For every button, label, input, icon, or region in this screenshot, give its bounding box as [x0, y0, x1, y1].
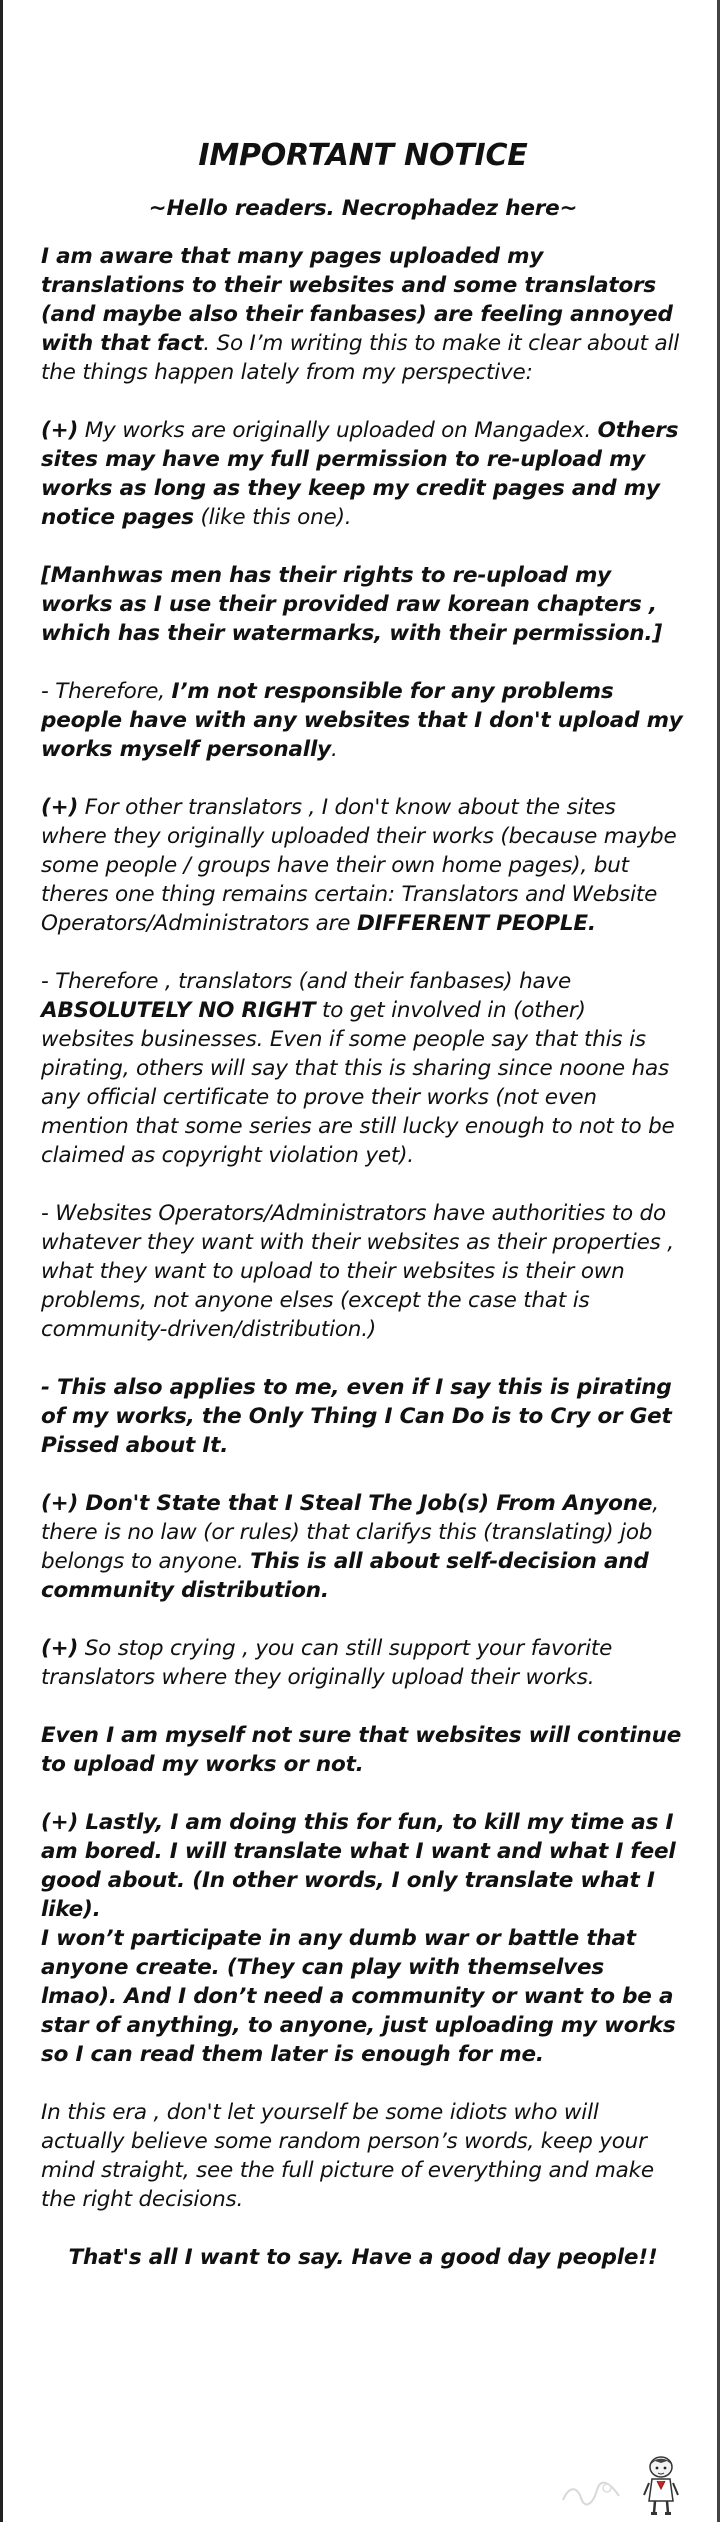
notice-title: IMPORTANT NOTICE: [198, 138, 528, 173]
paragraph-applies-to-me: [41, 1373, 685, 1460]
paragraph-awareness: [41, 242, 685, 387]
permission-bold: Others sites may have my full permission to re-upload my works as long as they keep my credit pages and my notice pages: [41, 418, 679, 530]
paragraph-stop-crying: [41, 1634, 685, 1692]
paragraph-mangadex: [41, 416, 685, 532]
plus-marker: (+): [41, 1636, 79, 1661]
operators-text: - Websites Operators/Administrators have authorities to do whatever they want with their websites as their properties , what they want to upload to their websites is their own problems, not anyone elses (except the case that is community-driven/distribution.): [41, 1201, 674, 1342]
paragraph-no-war: [41, 1924, 685, 2069]
paragraph-responsibility: [41, 677, 685, 764]
plus-marker: (+): [41, 795, 79, 820]
awareness-bold: I am aware that many pages uploaded my translations to their websites and some translators (and maybe also their fanbases) are feeling annoyed with that fact: [41, 244, 673, 356]
paragraph-this-era: [41, 2098, 685, 2214]
no-right-lead: - Therefore , translators (and their fanbases) have: [41, 969, 572, 994]
steal-bold: (+) Don't State that I Steal The Job(s) From Anyone: [41, 1491, 653, 1516]
notice-body: [41, 138, 685, 2272]
plus-marker: (+): [41, 418, 79, 443]
not-sure-bold: Even I am myself not sure that websites will continue to upload my works or not.: [41, 1723, 682, 1777]
responsibility-end: .: [330, 737, 338, 762]
paragraph-steal: [41, 1489, 685, 1605]
greeting-line: ~Hello readers. Necrophadez here~: [148, 196, 578, 221]
lastly-bold: (+) Lastly, I am doing this for fun, to kill my time as I am bored. I will translate what I want and what I feel good about. (In other words, I only translate what I like).: [41, 1810, 676, 1922]
faded-watermark-icon: [559, 2478, 623, 2508]
paragraph-not-sure: [41, 1721, 685, 1779]
responsibility-lead: - Therefore,: [41, 679, 172, 704]
manhwas-bold: [Manhwas men has their rights to re-upload my works as I use their provided raw korean chapters , which has their watermarks, with their permission.]: [41, 563, 662, 646]
paragraph-operators: [41, 1199, 685, 1344]
this-era-text: In this era , don't let yourself be some idiots who will actually believe some random person’s words, keep your mind straight, see the full picture of everything and make the right decisions.: [41, 2100, 654, 2212]
different-people-bold: DIFFERENT PEOPLE.: [356, 911, 596, 936]
other-translators-text: For other translators , I don't know about the sites where they originally uploaded their works (because maybe some people / groups have their own home pages), but theres one thing remains certain: Translators and Website Operators/Administrators are: [41, 795, 677, 936]
paragraph-other-translators: [41, 793, 685, 938]
no-right-rest: to get involved in (other) websites businesses. Even if some people say that this is pirating, others will say that this is sharing since noone has any official certificate to prove their works (not even mention that some series are still lucky enough to not to be claimed as copyright violation yet).: [41, 998, 675, 1168]
self-decision-bold: This is all about self-decision and community distribution.: [41, 1549, 649, 1603]
responsibility-bold: I’m not responsible for any problems people have with any websites that I don't upload my works myself personally: [41, 679, 683, 762]
steal-text: , there is no law (or rules) that clarifys this (translating) job belongs to anyone.: [41, 1491, 659, 1574]
no-war-bold: I won’t participate in any dumb war or battle that anyone create. (They can play with themselves lmao). And I don’t need a community or want to be a star of anything, to anyone, just uploading my works so I can read them later is enough for me.: [41, 1926, 676, 2067]
permission-end: (like this one).: [193, 505, 352, 530]
awareness-rest: . So I’m writing this to make it clear about all the things happen lately from my perspective:: [41, 331, 680, 385]
no-right-bold: ABSOLUTELY NO RIGHT: [41, 998, 316, 1023]
paragraph-lastly: [41, 1808, 685, 1924]
paragraph-manhwas: [41, 561, 685, 648]
mangadex-text: My works are originally uploaded on Mangadex.: [78, 418, 598, 443]
applies-bold: - This also applies to me, even if I say this is pirating of my works, the Only Thing I Can Do is to Cry or Get Pissed about It.: [41, 1375, 672, 1458]
signoff-line: That's all I want to say. Have a good day people!!: [68, 2245, 658, 2270]
paragraph-no-right: [41, 967, 685, 1170]
stop-crying-text: So stop crying , you can still support your favorite translators where they originally upload their works.: [41, 1636, 613, 1690]
chibi-mascot-icon: [643, 2455, 679, 2517]
